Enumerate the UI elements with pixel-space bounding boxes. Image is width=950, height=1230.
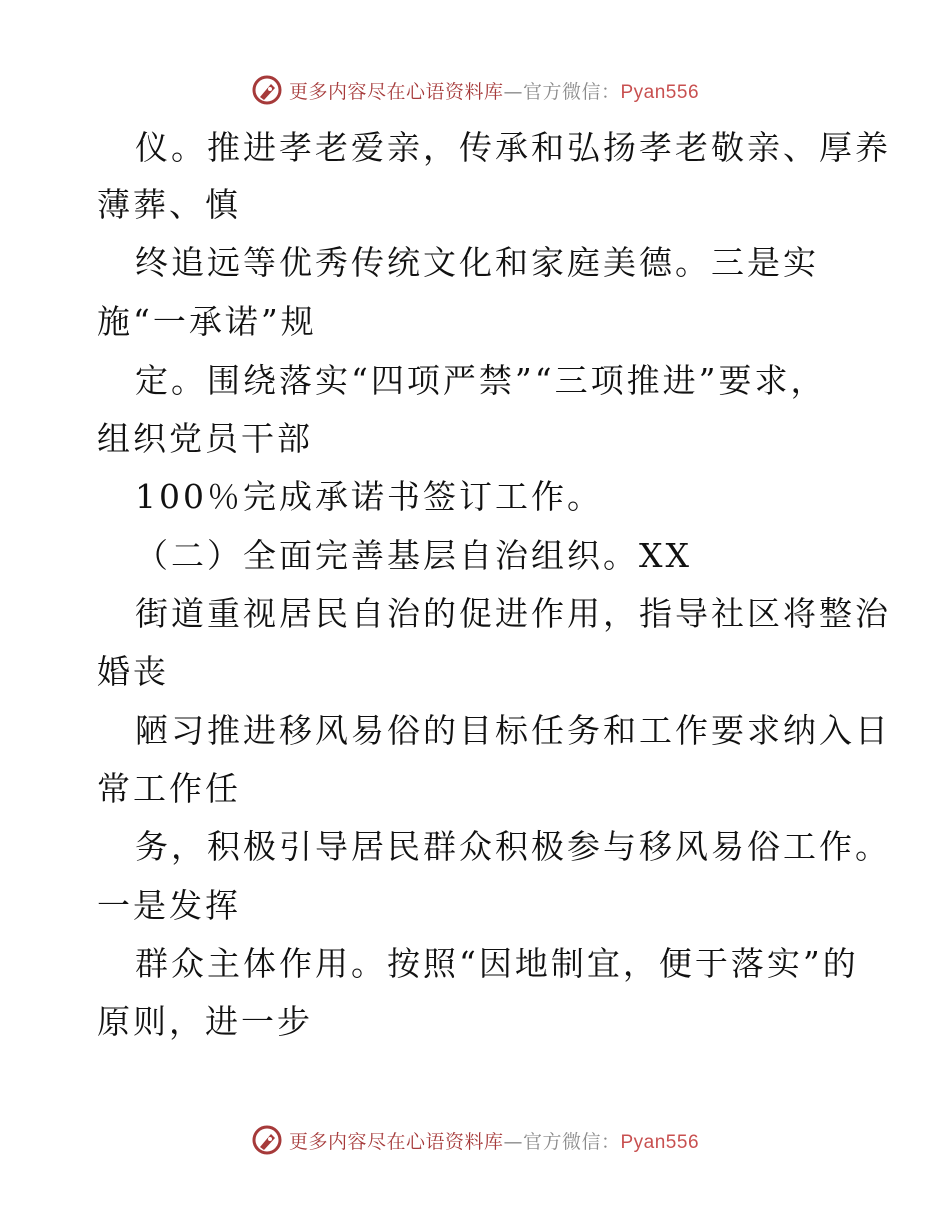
watermark-dash: —: [503, 80, 523, 103]
body-line: 薄葬、慎: [97, 185, 241, 224]
watermark-dash: —: [503, 1130, 523, 1153]
body-line: 常工作任: [97, 769, 241, 808]
body-line: 街道重视居民自治的促进作用，指导社区将整治: [135, 594, 891, 633]
body-line: 婚丧: [97, 652, 169, 691]
body-line: 务，积极引导居民群众积极参与移风易俗工作。: [135, 827, 891, 866]
watermark-wechat-id: Pyan556: [620, 81, 700, 103]
watermark-official-label: 官方微信：: [522, 1130, 621, 1153]
body-line: 组织党员干部: [97, 419, 313, 458]
watermark-official-label: 官方微信：: [522, 80, 621, 103]
body-line: 群众主体作用。按照“因地制宜，便于落实”的: [135, 944, 859, 983]
body-line: 施“一承诺”规: [97, 302, 317, 341]
watermark-brand: 更多内容尽在心语资料库: [288, 80, 504, 103]
pen-nib-logo-icon: [251, 74, 283, 106]
pen-nib-logo-icon: [251, 1124, 283, 1156]
body-line: 仪。推进孝老爱亲，传承和弘扬孝老敬亲、厚养: [135, 128, 891, 167]
body-line: 100％完成承诺书签订工作。: [135, 477, 603, 516]
watermark-text: [289, 77, 699, 104]
footer-watermark: [0, 1120, 950, 1160]
section-heading: （二）全面完善基层自治组织。XX: [135, 536, 692, 575]
watermark-text: [289, 1127, 699, 1154]
body-line: 终追远等优秀传统文化和家庭美德。三是实: [135, 243, 819, 282]
body-line: 定。围绕落实“四项严禁”“三项推进”要求，: [135, 361, 827, 400]
watermark-wechat-id: Pyan556: [620, 1131, 700, 1153]
watermark-brand: 更多内容尽在心语资料库: [288, 1130, 504, 1153]
body-line: 一是发挥: [97, 886, 241, 925]
body-line: 陋习推进移风易俗的目标任务和工作要求纳入日: [135, 711, 891, 750]
header-watermark: [0, 70, 950, 110]
body-line: 原则，进一步: [97, 1002, 313, 1041]
